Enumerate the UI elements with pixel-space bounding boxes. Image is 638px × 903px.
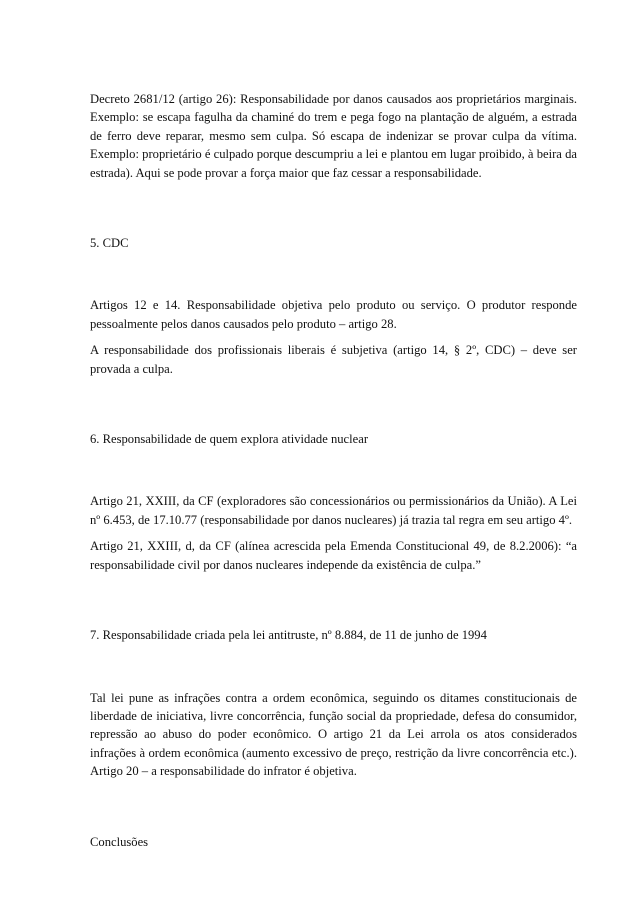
spacer: [90, 789, 577, 833]
spacer: [90, 386, 577, 430]
document-page: [90, 90, 577, 851]
paragraph-artigos-cdc: Artigos 12 e 14. Responsabilidade objetiva pelo produto ou serviço. O produtor responde pessoalmente pelos danos causados pelo produto – artigo 28.: [90, 298, 577, 331]
paragraph-lei-antitruste: Tal lei pune as infrações contra a ordem econômica, seguindo os ditames constitucionais de liberdade de iniciativa, livre concorrência, função social da propriedade, defesa do consumidor, repressão ao abuso do poder econômico. O artigo 21 da Lei arrola os atos considerados infrações à ordem econômica (aumento excessivo de preço, restrição da livre concorrência etc.). Artigo 20 – a responsabilidade do infrator é objetiva.: [90, 690, 577, 779]
section-heading-cdc: 5. CDC: [90, 236, 129, 251]
spacer: [90, 190, 577, 234]
section-heading-antitruste: 7. Responsabilidade criada pela lei antitruste, nº 8.884, de 11 de junho de 1994: [90, 628, 487, 643]
paragraph-decreto: Decreto 2681/12 (artigo 26): Responsabilidade por danos causados aos proprietários marginais. Exemplo: se escapa fagulha da chaminé do trem e pega fogo na plantação de alguém, a estrada de ferro deve reparar, mesmo sem culpa. Só escapa de indenizar se provar culpa da vítima. Exemplo: proprietário é culpado porque descumpriu a lei e plantou em lugar proibido, à beira da estrada). Aqui se pode provar a força maior que faz cessar a responsabilidade.: [90, 92, 577, 180]
spacer: [90, 582, 577, 626]
spacer: [90, 252, 577, 296]
spacer: [90, 645, 577, 689]
section-heading-conclusoes: Conclusões: [90, 834, 149, 849]
section-heading-nuclear: 6. Responsabilidade de quem explora atividade nuclear: [90, 432, 369, 447]
paragraph-profissionais-liberais: A responsabilidade dos profissionais liberais é subjetiva (artigo 14, § 2º, CDC) – deve ser provada a culpa.: [90, 343, 577, 376]
paragraph-artigo-21-cf: Artigo 21, XXIII, da CF (exploradores são concessionários ou permissionários da União). A Lei nº 6.453, de 17.10.77 (responsabilidade por danos nucleares) já trazia tal regra em seu artigo 4º.: [90, 494, 577, 527]
paragraph-emenda-49: Artigo 21, XXIII, d, da CF (alínea acrescida pela Emenda Constitucional 49, de 8.2.2006): “a responsabilidade civil por danos nucleares independe da existência de culpa.”: [90, 539, 577, 572]
spacer: [90, 448, 577, 492]
